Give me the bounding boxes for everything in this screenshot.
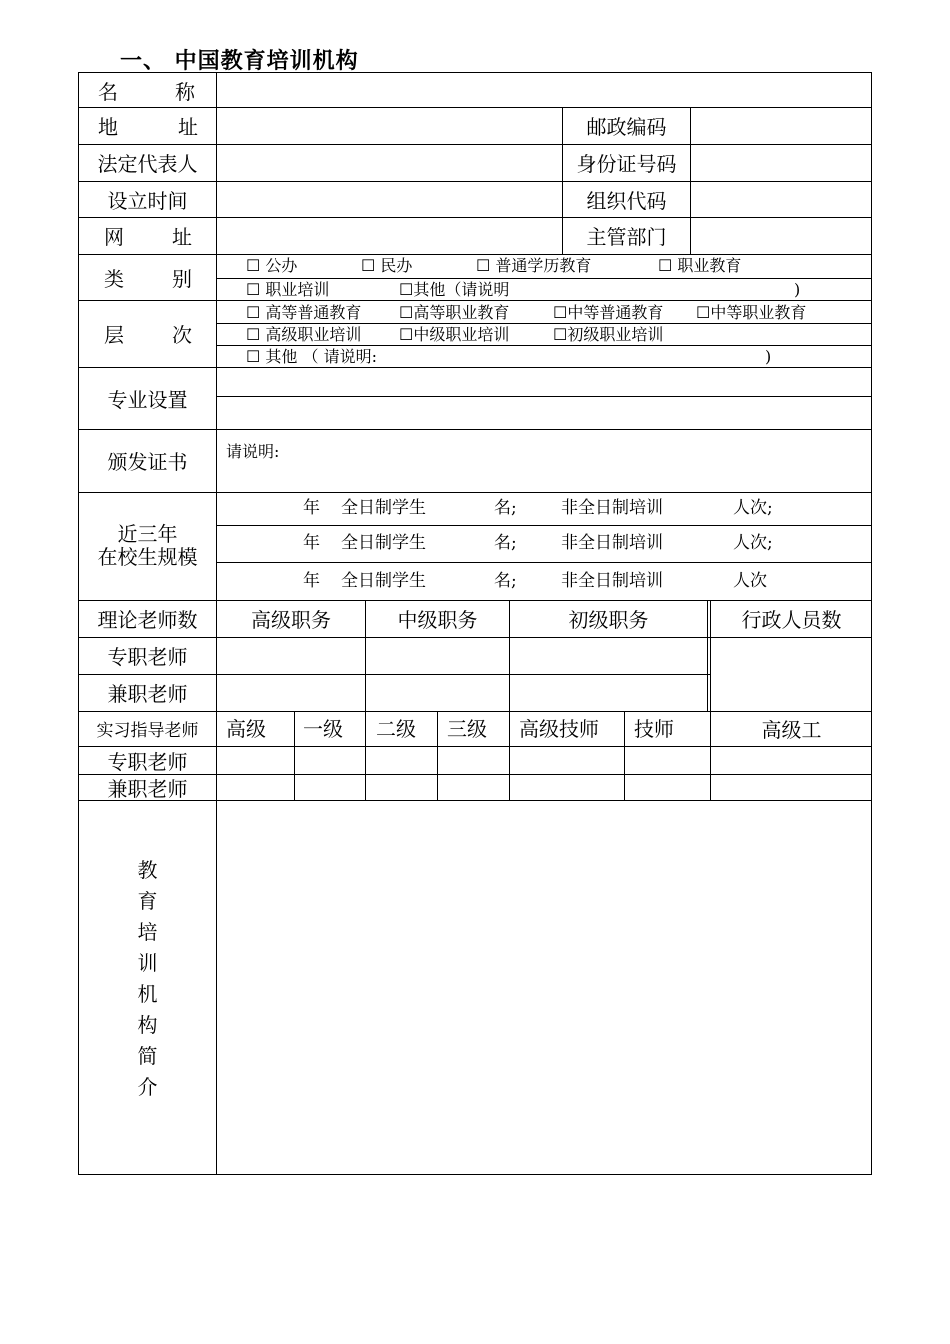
checkbox-general-education[interactable]: ☐ 普通学历教育 — [476, 256, 592, 275]
label-name: 名 — [98, 79, 121, 104]
scale-row1-year: 年 — [303, 498, 320, 518]
scale-row1-fulltime: 全日制学生 — [341, 498, 426, 518]
label-legal-rep: 法定代表人 — [97, 152, 198, 176]
row-divider — [216, 323, 872, 324]
row-divider — [78, 254, 872, 255]
scale-row3-unit2: 人次 — [733, 571, 767, 591]
label-level: 层 — [104, 323, 124, 347]
column-divider — [294, 711, 295, 800]
page-title: 一、 中国教育培训机构 — [120, 49, 359, 74]
label-founded: 设立时间 — [107, 188, 188, 213]
column-divider — [437, 711, 438, 800]
label-parttime-teachers: 兼职老师 — [107, 682, 188, 706]
header-technician: 技师 — [634, 717, 674, 741]
header-middle-title: 中级职务 — [397, 608, 478, 632]
scale-row2-unit1: 名; — [494, 533, 517, 553]
column-divider — [690, 107, 691, 254]
label-majors: 专业设置 — [107, 387, 188, 412]
label-level-2: 次 — [172, 323, 192, 347]
row-divider — [216, 278, 872, 279]
label-website: 网 — [104, 225, 124, 249]
checkbox-higher-vocational[interactable]: ☐高等职业教育 — [399, 303, 510, 322]
row-divider — [78, 217, 872, 218]
checkbox-level-other[interactable]: ☐ 其他 （ 请说明: — [246, 347, 377, 366]
header-senior-technician: 高级技师 — [519, 717, 599, 741]
header-senior-worker: 高级工 — [761, 718, 822, 742]
row-divider — [78, 300, 872, 301]
scale-row3-year: 年 — [303, 571, 320, 591]
label-scale-line1: 近三年 — [117, 522, 178, 546]
label-parttime-teachers-2: 兼职老师 — [107, 776, 188, 801]
intro-char: 训 — [137, 951, 158, 975]
label-category-2: 别 — [172, 266, 192, 291]
label-category: 类 — [104, 266, 124, 291]
label-website-2: 址 — [172, 225, 192, 249]
scale-row2-parttime: 非全日制培训 — [561, 533, 663, 553]
category-other-close: ) — [794, 280, 801, 299]
label-theory-teachers: 理论老师数 — [97, 608, 198, 632]
label-certificate: 颁发证书 — [107, 450, 188, 474]
checkbox-private[interactable]: ☐ 民办 — [361, 256, 413, 275]
intro-char: 培 — [137, 920, 158, 944]
label-id-number: 身份证号码 — [576, 152, 677, 176]
header-senior-title: 高级职务 — [251, 608, 331, 632]
intro-char: 构 — [137, 1013, 158, 1037]
label-scale-line2: 在校生规模 — [97, 545, 198, 569]
label-name-2: 称 — [175, 79, 198, 104]
label-org-code: 组织代码 — [586, 188, 667, 213]
scale-row2-year: 年 — [303, 533, 320, 553]
checkbox-primary-training[interactable]: ☐初级职业培训 — [553, 325, 664, 344]
checkbox-vocational-education[interactable]: ☐ 职业教育 — [658, 256, 742, 275]
label-fulltime-teachers: 专职老师 — [107, 645, 188, 669]
checkbox-category-other[interactable]: ☐其他（请说明 — [399, 280, 510, 299]
checkbox-advanced-training[interactable]: ☐ 高级职业培训 — [246, 325, 362, 344]
header-senior: 高级 — [226, 717, 266, 741]
checkbox-higher-general[interactable]: ☐ 高等普通教育 — [246, 303, 362, 322]
scale-row2-fulltime: 全日制学生 — [341, 533, 426, 553]
intro-char: 简 — [137, 1044, 158, 1068]
header-grade3: 三级 — [447, 717, 487, 741]
scale-row3-unit1: 名; — [494, 571, 517, 591]
row-divider — [216, 396, 872, 397]
scale-row2-unit2: 人次; — [733, 533, 773, 553]
label-intro — [138, 860, 158, 1097]
intro-char: 机 — [137, 982, 158, 1006]
intro-char: 介 — [137, 1075, 158, 1099]
header-grade1: 一级 — [303, 717, 343, 741]
level-other-close: ) — [765, 347, 772, 366]
label-address: 地 — [98, 115, 118, 139]
row-divider — [216, 525, 872, 526]
checkbox-secondary-general[interactable]: ☐中等普通教育 — [553, 303, 664, 322]
label-postcode: 邮政编码 — [586, 115, 667, 139]
checkbox-intermediate-training[interactable]: ☐中级职业培训 — [399, 325, 510, 344]
column-divider — [624, 711, 625, 800]
label-fulltime-teachers-2: 专职老师 — [107, 749, 188, 774]
checkbox-vocational-training[interactable]: ☐ 职业培训 — [246, 280, 330, 299]
label-intern-teachers: 实习指导老师 — [96, 721, 199, 741]
row-divider — [216, 345, 872, 346]
scale-row1-unit2: 人次; — [733, 498, 773, 518]
header-admin-staff: 行政人员数 — [741, 608, 842, 632]
checkbox-public[interactable]: ☐ 公办 — [246, 256, 298, 275]
certificate-prompt: 请说明: — [226, 442, 280, 461]
header-grade2: 二级 — [376, 717, 416, 741]
intro-char: 教 — [137, 858, 158, 882]
checkbox-secondary-vocational[interactable]: ☐中等职业教育 — [696, 303, 807, 322]
scale-row1-unit1: 名; — [494, 498, 517, 518]
label-address-2: 址 — [178, 115, 198, 139]
intro-char: 育 — [137, 889, 158, 913]
scale-row3-parttime: 非全日制培训 — [561, 571, 663, 591]
column-divider — [707, 600, 708, 711]
label-supervisor: 主管部门 — [586, 225, 667, 249]
scale-row1-parttime: 非全日制培训 — [561, 498, 663, 518]
header-junior-title: 初级职务 — [568, 608, 649, 632]
scale-row3-fulltime: 全日制学生 — [341, 571, 426, 591]
row-divider — [216, 562, 872, 563]
